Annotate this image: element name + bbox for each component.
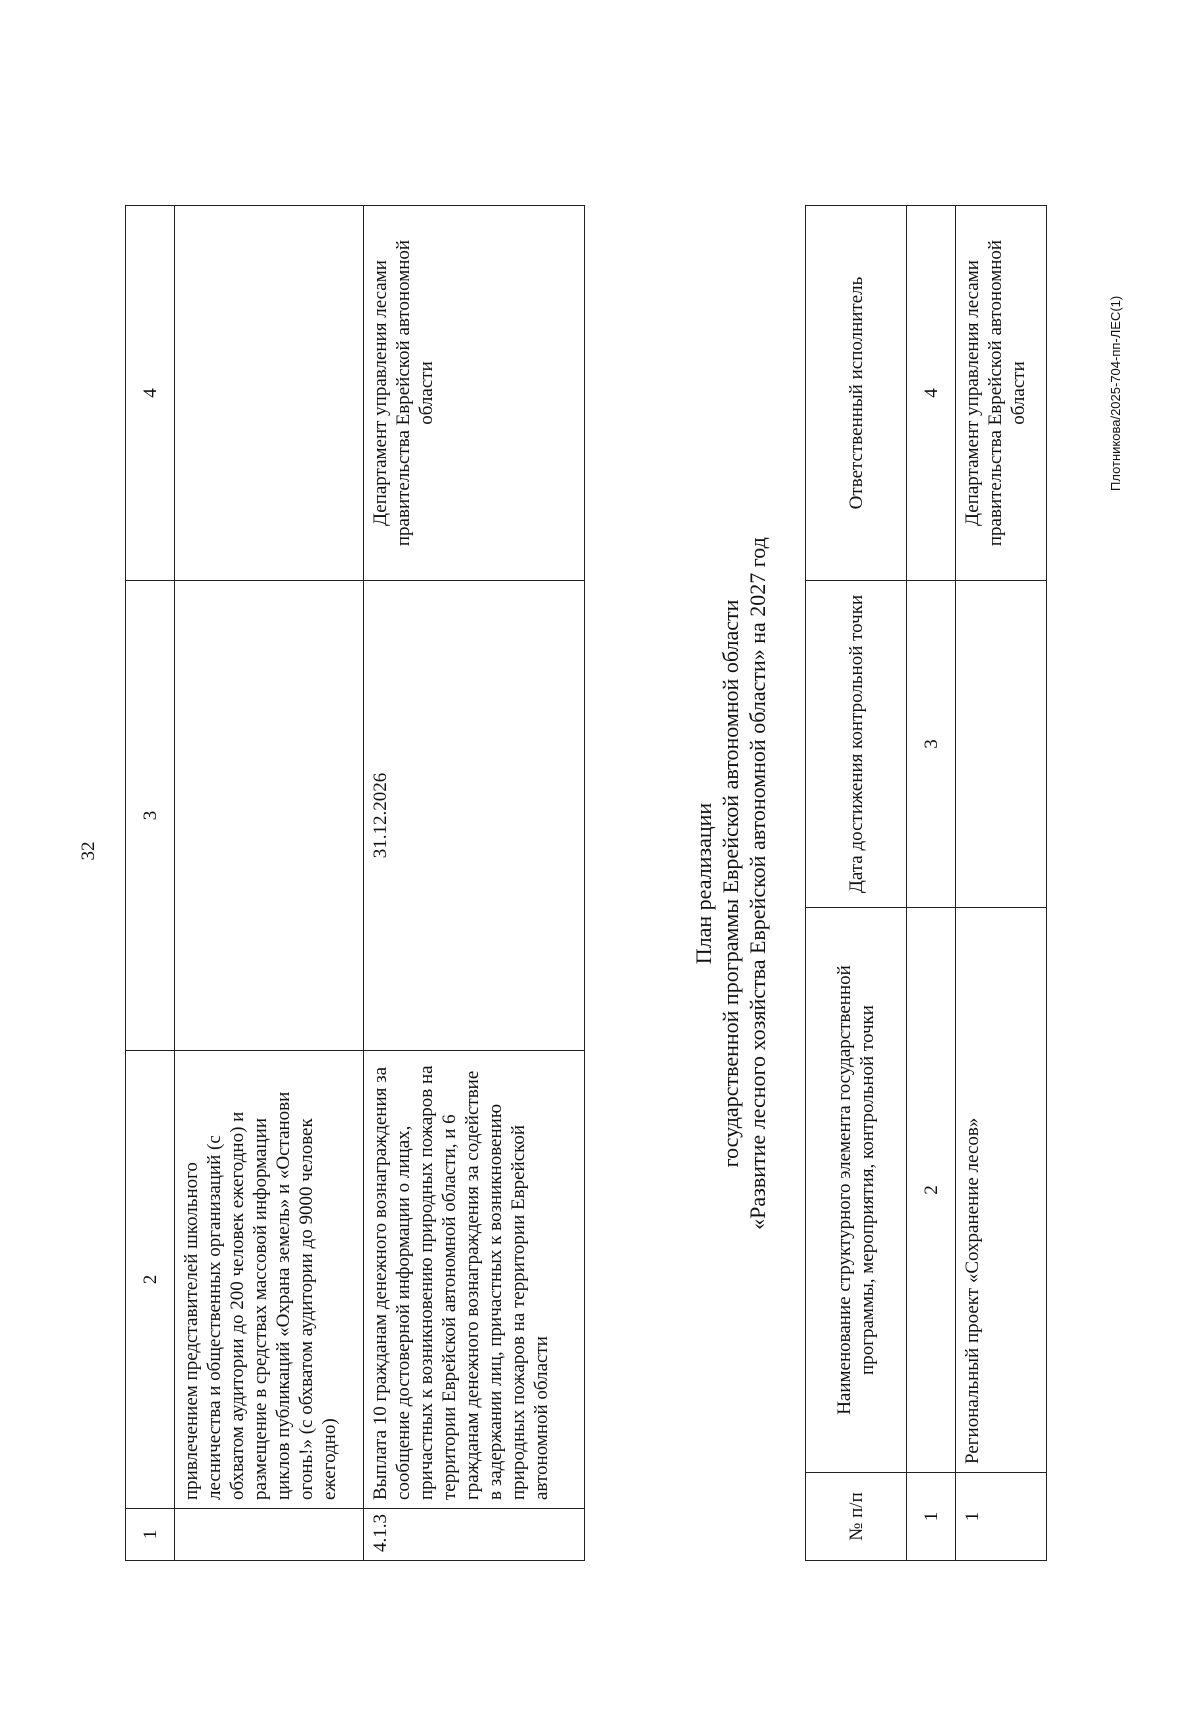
table-row	[956, 206, 1047, 1561]
header-executor: Ответственный исполнитель	[806, 206, 907, 581]
column-number-4: 4	[907, 206, 956, 581]
table-header-row	[126, 206, 175, 1561]
row-number: 4.1.3	[364, 1509, 585, 1561]
row-executor: Департамент управления лесами правительства Еврейской автономной области	[956, 206, 1047, 581]
page-number: 32	[78, 841, 99, 861]
table-row	[175, 206, 364, 1561]
row-number	[175, 1509, 364, 1561]
table-header-row	[806, 206, 907, 1561]
plan-title-line-1: План реализации	[691, 802, 716, 965]
column-number-4: 4	[126, 206, 175, 581]
column-numbers-row	[907, 206, 956, 1561]
plan-table	[805, 205, 1047, 1561]
row-description: привлечением представителей школьного лесничества и общественных организаций (с обхватом аудитории до 200 человек ежегодно) и размещение в средствах массовой информации циклов публикаций «Охрана земель» и «Останови огонь!» (с обхватом аудитории до 9000 человек ежегодно)	[175, 1051, 364, 1509]
plan-title	[690, 206, 771, 1561]
row-description: Региональный проект «Сохранение лесов»	[956, 908, 1047, 1473]
continuation-table	[125, 205, 585, 1561]
column-number-1: 1	[907, 1473, 956, 1561]
row-executor	[175, 206, 364, 581]
column-number-1: 1	[126, 1509, 175, 1561]
column-number-2: 2	[907, 908, 956, 1473]
row-description: Выплата 10 гражданам денежного вознаграждения за сообщение достоверной информации о лицах, причастных к возникновению природных пожаров на территории Еврейской автономной области, и 6 гражданам денежного вознаграждения за содействие в задержании лиц, причастных к возникновению природных пожаров на территории Еврейской автономной области	[364, 1051, 585, 1509]
header-date: Дата достижения контрольной точки	[806, 581, 907, 908]
row-date	[175, 581, 364, 1051]
column-number-3: 3	[126, 581, 175, 1051]
row-executor: Департамент управления лесами правительства Еврейской автономной области	[364, 206, 585, 581]
header-number: № п/п	[806, 1473, 907, 1561]
column-number-2: 2	[126, 1051, 175, 1509]
table-row	[364, 206, 585, 1561]
row-date: 31.12.2026	[364, 581, 585, 1051]
plan-title-line-3: «Развитие лесного хозяйства Еврейской автономной области» на 2027 год	[745, 537, 770, 1230]
header-name: Наименование структурного элемента государственной программы, мероприятия, контрольной точки	[806, 908, 907, 1473]
plan-title-line-2: государственной программы Еврейской автономной области	[718, 599, 743, 1168]
row-number: 1	[956, 1473, 1047, 1561]
document-footer: Плотникова/2025-704-пп-ЛЕС(1)	[1108, 295, 1123, 491]
row-date	[956, 581, 1047, 908]
column-number-3: 3	[907, 581, 956, 908]
